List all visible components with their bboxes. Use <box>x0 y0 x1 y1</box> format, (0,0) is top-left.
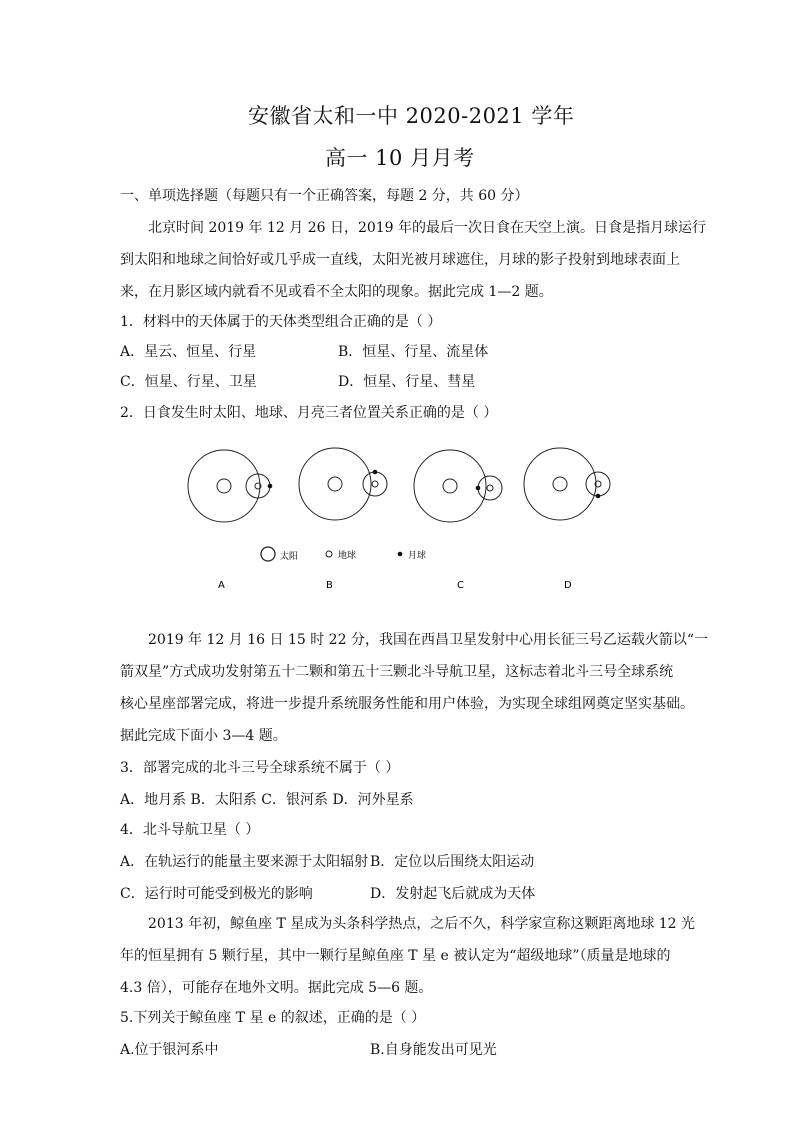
label-b: B <box>326 580 333 591</box>
question-1-option-b[interactable]: B．恒星、行星、流星体 <box>338 344 489 360</box>
orbit-d-moon <box>596 494 601 499</box>
passage-2-line-1: 2019 年 12 月 16 日 15 时 22 分，我国在西昌卫星发射中心用长征三号乙运载火箭以“一 <box>148 632 709 648</box>
passage-3-line-2: 年的恒星拥有 5 颗行星，其中一颗行星鲸鱼座 T 星 e 被认定为“超级地球”（质量是地球的 <box>120 948 671 964</box>
passage-1-line-1: 北京时间 2019 年 12 月 26 日，2019 年的最后一次日食在天空上演。日食是指月球运行 <box>148 220 707 236</box>
legend-sun-icon <box>261 547 275 561</box>
orbit-b-sun <box>328 477 342 491</box>
eclipse-diagram <box>180 440 620 600</box>
orbit-c-moon-orbit <box>478 476 502 500</box>
orbit-d-moon-orbit <box>586 472 610 496</box>
label-d: D <box>564 580 572 591</box>
orbit-a-moon <box>268 484 273 489</box>
question-2-stem: 2．日食发生时太阳、地球、月亮三者位置关系正确的是（ ） <box>120 405 498 421</box>
orbit-c-moon <box>476 486 481 491</box>
passage-2-line-4: 据此完成下面小 3—4 题。 <box>120 728 287 744</box>
orbit-a-sun <box>217 479 231 493</box>
passage-3-line-1: 2013 年初，鲸鱼座 T 星成为头条科学热点，之后不久，科学家宣称这颗距离地球 12 光 <box>148 916 696 932</box>
exam-subtitle: 高一 10 月月考 <box>325 146 475 170</box>
eclipse-diagram-svg <box>180 440 620 600</box>
orbit-c-sun <box>443 479 457 493</box>
legend-earth-label: 地球 <box>338 551 357 561</box>
exam-title: 安徽省太和一中 2020-2021 学年 <box>248 104 575 128</box>
question-4-stem: 4．北斗导航卫星（ ） <box>120 822 260 838</box>
legend-sun-label: 太阳 <box>280 552 299 562</box>
orbit-d-sun <box>553 477 567 491</box>
section-heading: 一、单项选择题（每题只有一个正确答案，每题 2 分，共 60 分） <box>120 188 529 204</box>
question-4-option-d[interactable]: D．发射起飞后就成为天体 <box>370 886 536 902</box>
orbit-a-earth-orbit <box>188 450 260 522</box>
passage-2-line-2: 箭双星”方式成功发射第五十二颗和第五十三颗北斗导航卫星，这标志着北斗三号全球系统 <box>120 664 674 680</box>
question-4-option-c[interactable]: C．运行时可能受到极光的影响 <box>120 886 313 902</box>
orbit-b-earth-orbit <box>299 448 371 520</box>
question-1-option-d[interactable]: D．恒星、行星、彗星 <box>338 374 476 390</box>
orbit-b-earth <box>372 481 378 487</box>
passage-1-line-3: 来，在月影区域内就看不见或看不全太阳的现象。据此完成 1—2 题。 <box>120 284 553 300</box>
passage-1-line-2: 到太阳和地球之间恰好或几乎成一直线，太阳光被月球遮住，月球的影子投射到地球表面上 <box>120 252 680 268</box>
question-4-option-b[interactable]: B．定位以后围绕太阳运动 <box>370 854 535 870</box>
orbit-a-moon-orbit <box>246 474 270 498</box>
question-1-stem: 1．材料中的天体属于的天体类型组合正确的是（ ） <box>120 314 442 330</box>
question-1-option-c[interactable]: C．恒星、行星、卫星 <box>120 374 257 390</box>
question-5-option-a[interactable]: A.位于银河系中 <box>120 1042 219 1058</box>
orbit-d-earth-orbit <box>524 448 596 520</box>
question-5-stem: 5.下列关于鲸鱼座 T 星 e 的叙述，正确的是（ ） <box>120 1010 426 1026</box>
passage-3-line-3: 4.3 倍），可能存在地外文明。据此完成 5—6 题。 <box>120 980 433 996</box>
label-a: A <box>218 580 225 591</box>
orbit-b-moon-orbit <box>363 472 387 496</box>
question-1-option-a[interactable]: A．星云、恒星、行星 <box>120 344 257 360</box>
question-5-option-b[interactable]: B.自身能发出可见光 <box>370 1042 497 1058</box>
legend-moon-label: 月球 <box>408 551 427 561</box>
question-4-option-a[interactable]: A．在轨运行的能量主要来源于太阳辐射 <box>120 854 369 870</box>
orbit-b-moon <box>373 470 378 475</box>
legend-moon-icon <box>398 552 403 557</box>
orbit-c-earth-orbit <box>414 450 486 522</box>
question-3-options[interactable]: A．地月系 B．太阳系 C．银河系 D．河外星系 <box>120 792 414 808</box>
question-3-stem: 3．部署完成的北斗三号全球系统不属于（ ） <box>120 760 400 776</box>
passage-2-line-3: 核心星座部署完成，将进一步提升系统服务性能和用户体验，为实现全球组网奠定坚实基础。 <box>120 696 694 712</box>
legend-earth-icon <box>326 551 332 557</box>
orbit-c-earth <box>487 485 493 491</box>
label-c: C <box>457 580 464 591</box>
